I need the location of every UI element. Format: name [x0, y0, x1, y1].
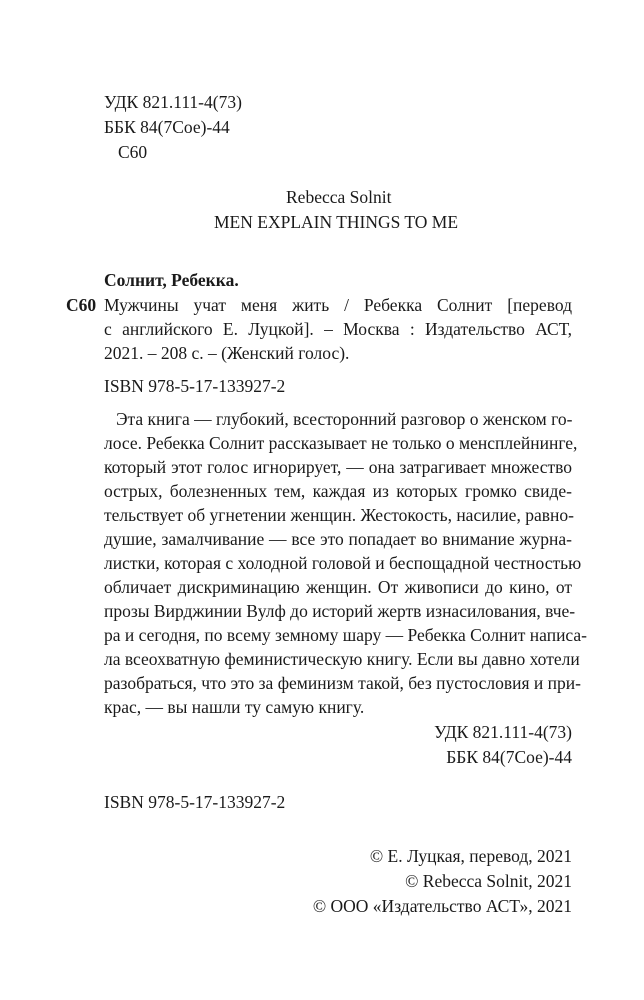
- copyright-author: © Rebecca Solnit, 2021: [405, 871, 572, 891]
- bib-isbn: ISBN 978-5-17-133927-2: [104, 376, 286, 396]
- annotation-line: ла всеохватную феминистическую книгу. Если вы давно хотели: [104, 649, 580, 669]
- annotation-line: который этот голос игнорирует, — она затрагивает множество: [104, 457, 572, 477]
- bbk-code: ББК 84(7Сое)-44: [104, 117, 230, 137]
- footer-isbn: ISBN 978-5-17-133927-2: [104, 792, 286, 812]
- annotation-line: обличает дискриминацию женщин. От живописи до кино, от: [104, 577, 572, 597]
- bib-heading: Солнит, Ребекка.: [104, 270, 239, 290]
- udk-code: УДК 821.111-4(73): [104, 92, 242, 112]
- annotation-line: прозы Вирджинии Вулф до историй жертв изнасилования, вче-: [104, 601, 576, 621]
- annotation-udk: УДК 821.111-4(73): [434, 722, 572, 742]
- annotation-line: ра и сегодня, по всему земному шару — Ребекка Солнит написа-: [104, 625, 588, 645]
- copyright-publisher: © ООО «Издательство АСТ», 2021: [312, 896, 572, 916]
- annotation-line: лосе. Ребекка Солнит рассказывает не только о менсплейнинге,: [104, 433, 578, 453]
- bib-sign: С60: [66, 295, 97, 315]
- bib-line: с английского Е. Луцкой]. – Москва : Издательство АСТ,: [104, 319, 572, 339]
- annotation-line: листки, которая с холодной головой и беспощадной честностью: [104, 553, 582, 573]
- original-author: Rebecca Solnit: [286, 187, 392, 207]
- bib-description: [104, 293, 572, 365]
- annotation-line: душие, замалчивание — все это попадает во внимание журна-: [104, 529, 572, 549]
- bib-line: Мужчины учат меня жить / Ребекка Солнит [перевод: [104, 295, 572, 315]
- author-sign: С60: [118, 142, 148, 162]
- annotation: [104, 407, 588, 719]
- annotation-line: острых, болезненных тем, каждая из которых громко свиде-: [104, 481, 572, 501]
- copyright-translation: © Е. Луцкая, перевод, 2021: [369, 846, 572, 866]
- annotation-line: разобраться, что это за феминизм такой, без пустословия и при-: [104, 673, 581, 693]
- original-title: MEN EXPLAIN THINGS TO ME: [214, 212, 459, 232]
- annotation-line: тельствует об угнетении женщин. Жестокость, насилие, равно-: [104, 505, 574, 525]
- bib-line: 2021. – 208 с. – (Женский голос).: [104, 343, 350, 363]
- annotation-line: Эта книга — глубокий, всесторонний разговор о женском го-: [116, 409, 573, 429]
- annotation-bbk: ББК 84(7Сое)-44: [446, 747, 572, 767]
- annotation-line: крас, — вы нашли ту самую книгу.: [104, 697, 365, 717]
